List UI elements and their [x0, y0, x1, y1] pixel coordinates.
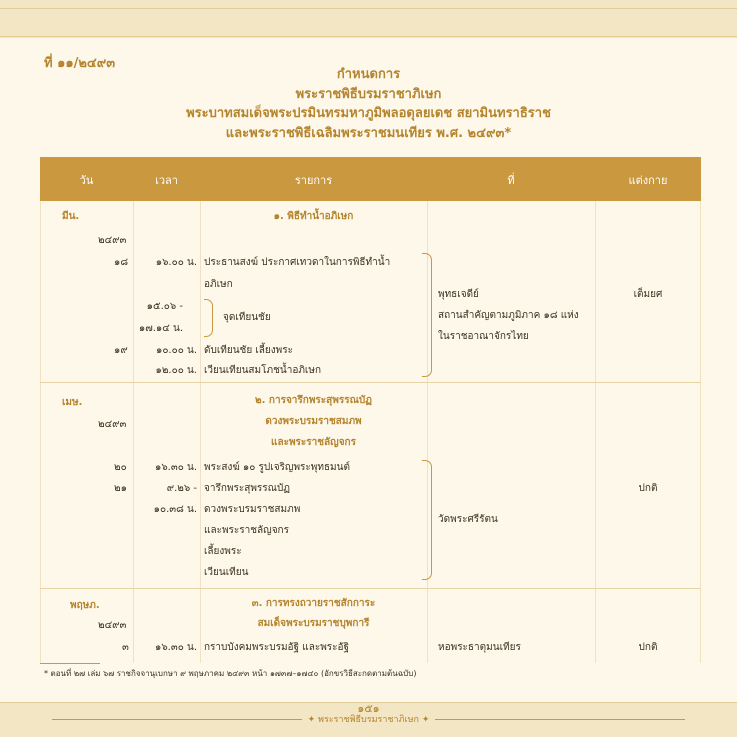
section1-month: มีน. — [62, 211, 80, 222]
header-schedule: รายการ — [294, 174, 333, 187]
section1-item-2: จุดเทียนชัย — [223, 312, 271, 323]
section1-place-brace — [422, 253, 432, 377]
section2-day-2: ๒๑ — [114, 483, 127, 494]
section1-year: ๒๔๙๓ — [98, 235, 127, 246]
section3-title-2: สมเด็จพระบรมราชบุพการี — [257, 618, 370, 629]
section2-title-1: ๒. การจารึกพระสุพรรณบัฏ — [255, 395, 372, 406]
section1-place-3: ในราชอาณาจักรไทย — [438, 331, 529, 342]
section1-time-4: ๑๐.๐๐ น. — [155, 345, 197, 356]
column-divider — [700, 201, 701, 663]
section1-time-5: ๑๒.๐๐ น. — [155, 365, 197, 376]
section2-time-3: ๑๐.๓๘ น. — [153, 504, 197, 515]
section1-day-1: ๑๘ — [114, 257, 129, 268]
section1-item-1a: ประธานสงฆ์ ประกาศเทวดาในการพิธีทำน้ำ — [204, 257, 391, 268]
section3-day-1: ๓ — [122, 642, 129, 653]
section2-item-2: จารึกพระสุพรรณบัฏ — [204, 483, 291, 494]
section1-item-1b: อภิเษก — [204, 279, 233, 290]
column-divider — [595, 201, 596, 663]
section1-place-1: พุทธเจดีย์ — [438, 289, 479, 300]
header-dress: แต่งกาย — [628, 174, 668, 187]
section3-time-1: ๑๖.๓๐ น. — [154, 642, 197, 653]
section2-item-4: และพระราชลัญจกร — [204, 525, 289, 536]
section1-time-3: ๑๗.๑๔ น. — [138, 323, 183, 334]
header-day: วัน — [79, 174, 94, 187]
column-divider — [40, 201, 41, 663]
section1-place-2: สถานสำคัญตามภูมิภาค ๑๘ แห่ง — [438, 310, 579, 321]
section2-place: วัดพระศรีรัตน — [438, 514, 498, 525]
section2-title-3: และพระราชลัญจกร — [271, 437, 356, 448]
top-decorative-band — [0, 0, 737, 38]
title-line-3: พระบาทสมเด็จพระปรมินทรมหาภูมิพลอดุลยเดช สยามินทราธิราช — [186, 106, 551, 121]
table-header — [40, 157, 701, 201]
running-title-text: ✦ พระราชพิธีบรมราชาภิเษก ✦ — [307, 715, 430, 725]
section1-item-4: เวียนเทียนสมโภชน้ำอภิเษก — [204, 365, 321, 376]
section1-dress: เต็มยศ — [633, 289, 663, 300]
section1-time-1: ๑๖.๐๐ น. — [155, 257, 197, 268]
section1-day-2: ๑๙ — [114, 345, 128, 356]
header-time: เวลา — [155, 174, 178, 187]
section2-time-2: ๙.๒๖ - — [166, 483, 197, 494]
section1-title: ๑. พิธีทำน้ำอภิเษก — [273, 211, 354, 222]
section3-place: หอพระธาตุมนเทียร — [438, 642, 521, 653]
header-place: ที่ — [507, 174, 515, 187]
section2-year: ๒๔๙๓ — [98, 419, 127, 430]
section2-time-1: ๑๖.๓๐ น. — [154, 462, 197, 473]
running-title-rule-left — [52, 719, 302, 720]
document-title — [0, 65, 737, 143]
section1-item-3: ดับเทียนชัย เลี้ยงพระ — [204, 345, 293, 356]
section2-item-1: พระสงฆ์ ๑๐ รูปเจริญพระพุทธมนต์ — [204, 462, 350, 473]
section3-item-1: กราบบังคมพระบรมอัฐิ และพระอัฐิ — [204, 642, 350, 653]
title-line-1: กำหนดการ — [336, 67, 401, 82]
section3-dress: ปกติ — [638, 642, 658, 653]
section1-small-brace — [204, 299, 213, 337]
running-title — [0, 712, 737, 726]
title-line-4: และพระราชพิธีเฉลิมพระราชมนเทียร พ.ศ. ๒๔๙๓* — [225, 125, 512, 141]
footnote: * ตอนที่ ๒๗ เล่ม ๖๗ ราชกิจจานุเบกษา ๙ พฤษภาคม ๒๔๙๓ หน้า ๑๗๓๗–๑๗๔๐ (อักขรวิธีสะกดตามต้นฉบับ) — [44, 669, 417, 678]
section2-dress: ปกติ — [638, 483, 658, 494]
section2-item-5: เลี้ยงพระ — [204, 546, 242, 557]
section2-item-6: เวียนเทียน — [204, 567, 249, 578]
row-divider — [40, 382, 701, 383]
column-divider — [133, 201, 134, 663]
row-divider — [40, 588, 701, 589]
document-number: ที่ ๑๑/๒๔๙๓ — [44, 56, 116, 71]
section3-month: พฤษภ. — [70, 600, 100, 611]
page-number: ๑๕๑ — [357, 702, 380, 715]
section2-day-1: ๒๐ — [114, 462, 127, 473]
section3-title-1: ๓. การทรงถวายราชสักการะ — [251, 598, 376, 609]
running-title-rule-right — [435, 719, 685, 720]
footnote-rule — [40, 663, 100, 664]
section2-title-2: ดวงพระบรมราชสมภพ — [265, 416, 362, 427]
title-line-2: พระราชพิธีบรมราชาภิเษก — [295, 86, 442, 102]
section2-place-brace — [422, 460, 432, 580]
section2-month: เมษ. — [62, 397, 83, 408]
section1-time-2: ๑๕.๐๖ - — [146, 301, 183, 312]
section3-year: ๒๔๙๓ — [98, 620, 127, 631]
section2-item-3: ดวงพระบรมราชสมภพ — [204, 504, 301, 515]
